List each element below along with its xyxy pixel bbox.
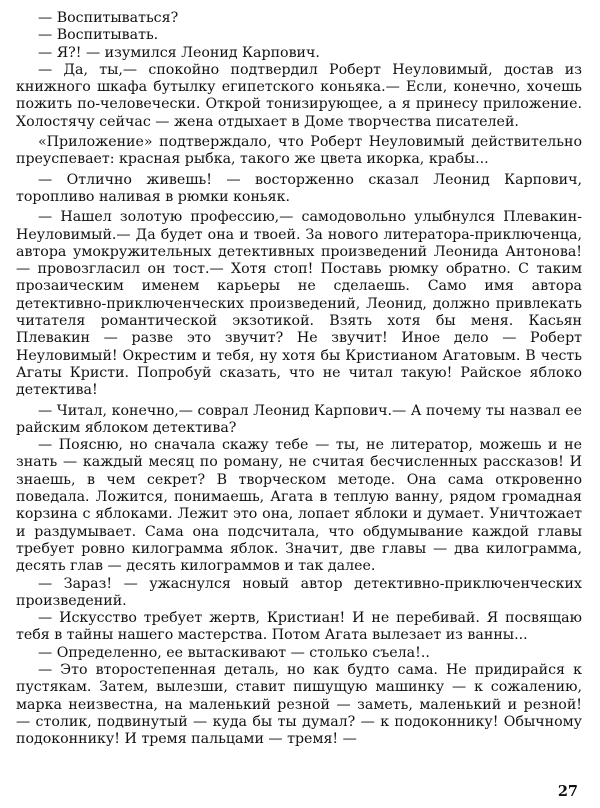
paragraph-8: — Читал, конечно,— соврал Леонид Карпович.— А почему ты назвал ее райским яблоком детектива? [16, 402, 582, 436]
paragraph-3: — Я?! — изумился Леонид Карпович. [38, 44, 320, 61]
paragraph-2: — Воспитывать. [38, 27, 159, 44]
book-page-text [16, 10, 582, 748]
paragraph-12: — Определенно, ее вытаскивают — столько съела!.. [38, 644, 430, 661]
page-number: 27 [557, 783, 578, 800]
paragraph-5: «Приложение» подтверждало, что Роберт Неуловимый действительно преуспевает: красная рыбка, такого же цвета икорка, крабы... [16, 134, 582, 168]
paragraph-6: — Отлично живешь! — восторженно сказал Леонид Карпович, торопливо наливая в рюмки коньяк. [16, 171, 582, 205]
paragraph-13: — Это второстепенная деталь, но как будто сама. Не придирайся к пустякам. Затем, вылезши, ставит пишущую машинку — к сожалению, марка неизвестна, на маленький резной — заметь, маленький и резной! — столик, подвинутый — куда бы ты думал? — к подоконнику! Обычному подоконнику! И тремя пальцами — тремя! — [16, 661, 582, 748]
paragraph-4: — Да, ты,— спокойно подтвердил Роберт Неуловимый, достав из книжного шкафа бутылку египетского коньяка.— Если, конечно, хочешь пожить по-человечески. Открой тонизирующее, а я принесу приложение. Холостячу сейчас — жена отдыхает в Доме творчества писателей. [16, 61, 582, 130]
paragraph-10: — Зараз! — ужаснулся новый автор детективно-приключенческих произведений. [16, 575, 582, 609]
paragraph-9: — Поясню, но сначала скажу тебе — ты, не литератор, можешь и не знать — каждый месяц по роману, не считая бесчисленных рассказов! И знаешь, в чем секрет? В творческом методе. Она сама откровенно поведала. Ложится, понимаешь, Агата в теплую ванну, рядом громадная корзина с яблоками. Лежит это она, лопает яблоки и думает. Уничтожает и раздумывает. Сама она подсчитала, что обдумывание каждой главы требует ровно килограмма яблок. Значит, две главы — два килограмма, десять глав — десять килограммов и так далее. [16, 437, 582, 575]
paragraph-7: — Нашел золотую профессию,— самодовольно улыбнулся Плевакин-Неуловимый.— Да будет она и твоей. За нового литератора-приключенца, автора умокружительных детективных произведений Леонида Антонова! — провозгласил он тост.— Хотя стоп! Поставь рюмку обратно. С таким прозаическим именем карьеры не сделаешь. Само имя автора детективно-приключенческих произведений, Леонид, должно привлекать читателя романтической экзотикой. Взять хотя бы меня. Касьян Плевакин — разве это звучит? Не звучит! Иное дело — Роберт Неуловимый! Окрестим и тебя, ну хотя бы Кристианом Агатовым. В честь Агаты Кристи. Попробуй сказать, что не читал такую! Райское яблоко детектива! [16, 209, 582, 399]
paragraph-11: — Искусство требует жертв, Кристиан! И не перебивай. Я посвящаю тебя в тайны нашего мастерства. Потом Агата вылезает из ванны... [16, 610, 582, 644]
paragraph-1: — Воспитываться? [38, 10, 179, 26]
